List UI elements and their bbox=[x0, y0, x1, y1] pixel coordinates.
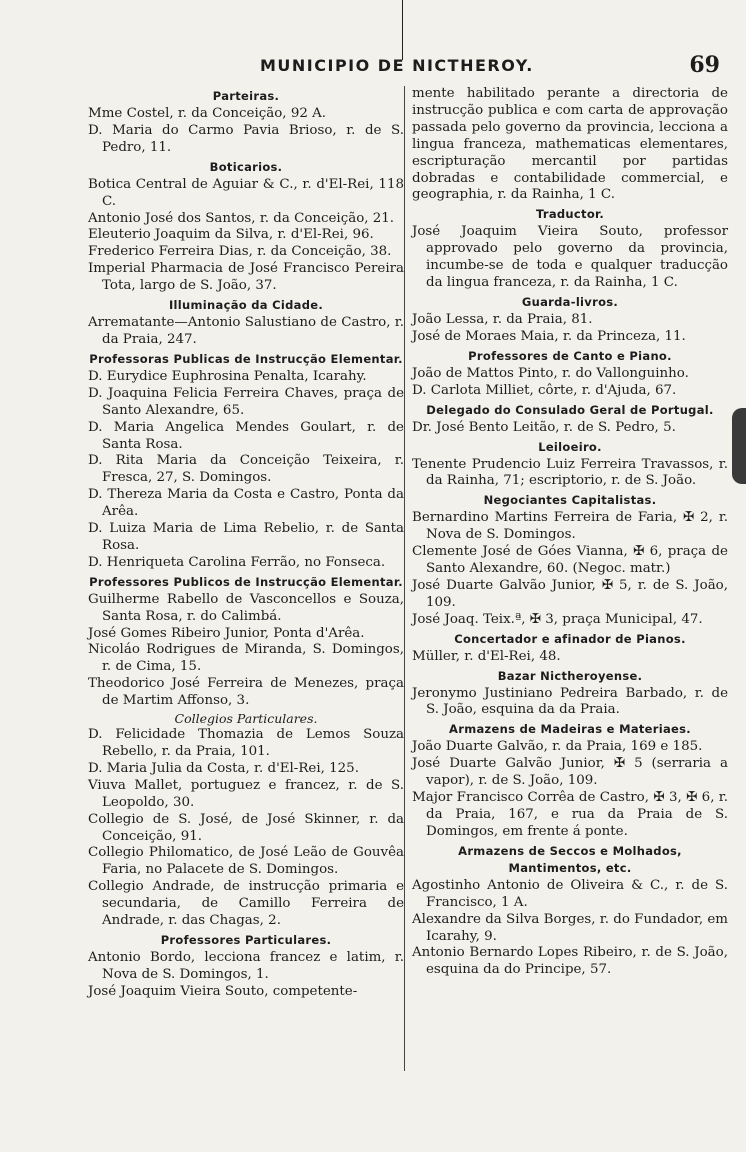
section-heading: Parteiras. bbox=[212, 89, 280, 103]
directory-entry: Antonio Bernardo Lopes Ribeiro, r. de S. João, esquina da do Principe, 57. bbox=[412, 945, 728, 978]
directory-entry: Eleuterio Joaquim da Silva, r. d'El-Rei, 96. bbox=[88, 227, 374, 243]
section-heading: Illuminação da Cidade. bbox=[168, 298, 324, 313]
section-heading: Boticarios. bbox=[209, 159, 283, 174]
directory-entry: Bernardino Martins Ferreira de Faria, ✠ 2, r. Nova de S. Domingos. bbox=[412, 510, 728, 543]
directory-entry: D. Maria do Carmo Pavia Brioso, r. de S. Pedro, 11. bbox=[88, 122, 404, 155]
directory-entry: D. Joaquina Felicia Ferreira Chaves, praça de Santo Alexandre, 65. bbox=[88, 385, 404, 418]
page-number: 69 bbox=[689, 52, 720, 78]
column-divider bbox=[404, 86, 405, 1071]
directory-entry: José Joaq. Teix.ª, ✠ 3, praça Municipal, 47. bbox=[412, 611, 703, 627]
directory-entry: Müller, r. d'El-Rei, 48. bbox=[412, 648, 561, 664]
section-heading: Delegado do Consulado Geral de Portugal. bbox=[426, 402, 714, 417]
left-column bbox=[88, 86, 404, 1001]
section-heading: Concertador e afinador de Pianos. bbox=[454, 631, 686, 646]
directory-entry: D. Eurydice Euphrosina Penalta, Icarahy. bbox=[88, 368, 367, 384]
directory-entry: Collegio Philomatico, de José Leão de Gouvêa Faria, no Palacete de S. Domingos. bbox=[88, 845, 404, 878]
directory-entry: Frederico Ferreira Dias, r. da Conceição, 38. bbox=[88, 244, 392, 260]
thread-mark bbox=[394, 0, 403, 60]
directory-entry: Dr. José Bento Leitão, r. de S. Pedro, 5. bbox=[412, 419, 676, 435]
directory-entry: D. Rita Maria da Conceição Teixeira, r. Fresca, 27, S. Domingos. bbox=[88, 453, 404, 486]
directory-entry: Mme Costel, r. da Conceição, 92 A. bbox=[88, 106, 327, 121]
directory-entry: D. Maria Angelica Mendes Goulart, r. de Santa Rosa. bbox=[88, 419, 404, 452]
directory-entry: Viuva Mallet, portuguez e francez, r. de S. Leopoldo, 30. bbox=[88, 777, 404, 810]
page-title: MUNICIPIO DE NICTHEROY. bbox=[260, 56, 534, 75]
section-heading: Armazens de Seccos e Molhados, Mantimentos, etc. bbox=[458, 843, 682, 875]
section-heading: Guarda-livros. bbox=[521, 294, 619, 309]
section-heading: Leiloeiro. bbox=[538, 439, 602, 454]
page-header bbox=[90, 52, 730, 88]
directory-entry: Alexandre da Silva Borges, r. do Fundador, em Icarahy, 9. bbox=[412, 911, 728, 944]
directory-entry: João Duarte Galvão, r. da Praia, 169 e 185. bbox=[412, 739, 703, 755]
directory-entry: Theodorico José Ferreira de Menezes, praça de Martim Affonso, 3. bbox=[88, 676, 404, 709]
directory-entry: Nicoláo Rodrigues de Miranda, S. Domingos, r. de Cima, 15. bbox=[88, 642, 404, 675]
directory-entry: D. Thereza Maria da Costa e Castro, Ponta da Arêa. bbox=[88, 487, 404, 520]
directory-entry: D. Maria Julia da Costa, r. d'El-Rei, 125. bbox=[88, 760, 359, 776]
section-heading: Professores Particulares. bbox=[160, 932, 332, 947]
directory-entry: Tenente Prudencio Luiz Ferreira Travassos, r. da Rainha, 71; escriptorio, r. de S. João. bbox=[412, 456, 728, 489]
directory-entry: José Duarte Galvão Junior, ✠ 5, r. de S. João, 109. bbox=[412, 577, 728, 610]
directory-entry: Major Francisco Corrêa de Castro, ✠ 3, ✠ 6, r. da Praia, 167, e rua da Praia de S. Domingos, em frente á ponte. bbox=[412, 790, 728, 839]
directory-entry: Agostinho Antonio de Oliveira & C., r. de S. Francisco, 1 A. bbox=[412, 877, 728, 910]
directory-entry: José Gomes Ribeiro Junior, Ponta d'Arêa. bbox=[88, 625, 365, 641]
directory-entry: Clemente José de Góes Vianna, ✠ 6, praça de Santo Alexandre, 60. (Negoc. matr.) bbox=[412, 544, 728, 577]
directory-entry: Collegio Andrade, de instrucção primaria e secundaria, de Camillo Ferreira de Andrade, r. das Chagas, 2. bbox=[88, 879, 404, 929]
section-heading: Negociantes Capitalistas. bbox=[483, 493, 657, 508]
directory-entry: José de Moraes Maia, r. da Princeza, 11. bbox=[412, 328, 686, 344]
directory-entry: João Lessa, r. da Praia, 81. bbox=[412, 311, 593, 327]
section-heading: Professores Publicos de Instrucção Elementar. bbox=[89, 574, 403, 589]
directory-entry: mente habilitado perante a directoria de instrucção publica e com carta de approvação passada pelo governo da provincia, lecciona a lingua franceza, mathematicas elementares, escripturação mercantil por partidas dobradas e contabilidade commercial, e geographia, r. da Rainha, 1 C. bbox=[412, 86, 728, 203]
directory-entry: José Duarte Galvão Junior, ✠ 5 (serraria a vapor), r. de S. João, 109. bbox=[412, 756, 728, 789]
directory-entry: D. Carlota Milliet, côrte, r. d'Ajuda, 67. bbox=[412, 382, 677, 398]
section-heading: Professoras Publicas de Instrucção Elementar. bbox=[89, 351, 403, 366]
directory-entry: João de Mattos Pinto, r. do Vallonguinho. bbox=[412, 365, 689, 381]
directory-entry: Collegio de S. José, de José Skinner, r. da Conceição, 91. bbox=[88, 811, 404, 844]
directory-entry: D. Felicidade Thomazia de Lemos Souza Rebello, r. da Praia, 101. bbox=[88, 727, 404, 759]
directory-entry: José Joaquim Vieira Souto, competente- bbox=[88, 983, 358, 999]
section-heading: Traductor. bbox=[535, 207, 605, 222]
directory-entry: Botica Central de Aguiar & C., r. d'El-Rei, 118 C. bbox=[88, 176, 404, 209]
directory-entry: Antonio José dos Santos, r. da Conceição, 21. bbox=[88, 210, 395, 226]
section-heading: Armazens de Madeiras e Materiaes. bbox=[449, 722, 691, 737]
page-edge-smudge bbox=[732, 408, 746, 484]
directory-entry: Antonio Bordo, lecciona francez e latim, r. Nova de S. Domingos, 1. bbox=[88, 949, 404, 982]
directory-entry: D. Henriqueta Carolina Ferrão, no Fonseca. bbox=[88, 554, 386, 570]
right-column bbox=[412, 86, 728, 979]
directory-entry: Imperial Pharmacia de José Francisco Pereira Tota, largo de S. João, 37. bbox=[88, 261, 404, 294]
section-heading: Bazar Nictheroyense. bbox=[497, 668, 643, 683]
directory-entry: Jeronymo Justiniano Pedreira Barbado, r. de S. João, esquina da da Praia. bbox=[412, 685, 728, 718]
section-heading: Professores de Canto e Piano. bbox=[468, 348, 672, 363]
directory-entry: Arrematante—Antonio Salustiano de Castro, r. da Praia, 247. bbox=[88, 315, 404, 347]
directory-entry: José Joaquim Vieira Souto, professor approvado pelo governo da provincia, incumbe-se de toda e qualquer traducção da lingua franceza, r. da Rainha, 1 C. bbox=[412, 224, 728, 291]
section-heading: Collegios Particulares. bbox=[174, 711, 318, 727]
directory-entry: Guilherme Rabello de Vasconcellos e Souza, Santa Rosa, r. do Calimbá. bbox=[88, 591, 404, 624]
directory-entry: D. Luiza Maria de Lima Rebelio, r. de Santa Rosa. bbox=[88, 521, 404, 553]
